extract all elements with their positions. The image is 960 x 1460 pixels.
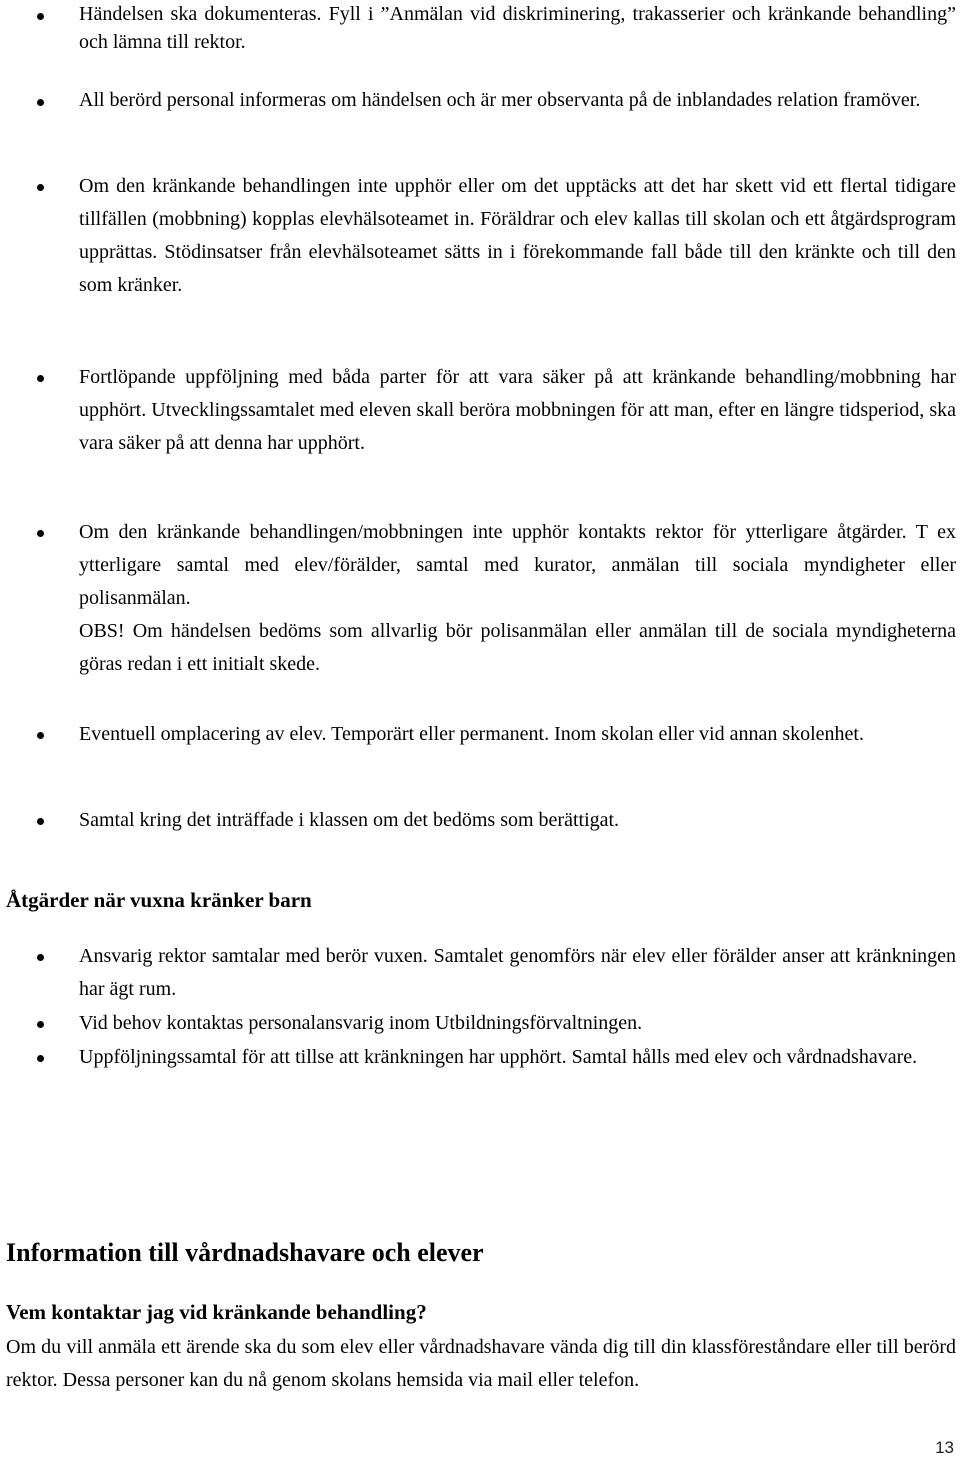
page-number: 13 — [935, 1438, 954, 1457]
list-item-text: Händelsen ska dokumenteras. Fyll i ”Anmälan vid diskriminering, trakasserier och kränkande behandling” och lämna till rektor. — [79, 3, 956, 53]
list-item-text: All berörd personal informeras om händelsen och är mer observanta på de inblandades relation framöver. — [79, 89, 921, 111]
bullet-icon — [37, 99, 44, 106]
info-paragraph: Om du vill anmäla ett ärende ska du som elev eller vårdnadshavare vända dig till din klassföreståndare eller till berörd rektor. Dessa personer kan du nå genom skolans hemsida via mail eller telefon. — [6, 1336, 956, 1391]
bullet-icon — [37, 732, 44, 739]
list-item-text: Om den kränkande behandlingen inte upphör eller om det upptäcks att det har skett vid ett flertal tidigare tillfällen (mobbning) kopplas elevhälsoteamet in. Föräldrar och elev kallas till skolan och ett åtgärdsprogram upprättas. Stödinsatser från elevhälsoteamet sätts in i förekommande fall både till den kränkte och till den som kränker. — [79, 175, 956, 296]
section-heading: Åtgärder när vuxna kränker barn — [6, 888, 312, 912]
list-item-text: Fortlöpande uppföljning med båda parter för att vara säker på att kränkande behandling/mobbning har upphört. Utvecklingssamtalet med eleven skall beröra mobbningen för att man, efter en längre tidsperiod, ska vara säker på att denna har upphört. — [79, 366, 956, 454]
page-section-title: Information till vårdnadshavare och elever — [6, 1238, 484, 1267]
obs-note: OBS! Om händelsen bedöms som allvarlig bör polisanmälan eller anmälan till de sociala myndigheterna göras redan i ett initialt skede. — [79, 620, 956, 675]
list-item-text: Ansvarig rektor samtalar med berör vuxen. Samtalet genomförs när elev eller förälder anser att kränkningen har ägt rum. — [79, 945, 956, 1000]
bullet-icon — [37, 530, 44, 537]
list-item-text — [79, 516, 956, 681]
list-item-text: Samtal kring det inträffade i klassen om det bedöms som berättigat. — [79, 809, 620, 831]
list-item-text: Uppföljningssamtal för att tillse att kränkningen har upphört. Samtal hålls med elev och vårdnadshavare. — [79, 1046, 918, 1068]
bullet-icon — [37, 818, 44, 825]
list-item-main-text: Om den kränkande behandlingen/mobbningen inte upphör kontakts rektor för ytterligare åtgärder. T ex ytterligare samtal med elev/förälder, samtal med kurator, anmälan till sociala myndigheter eller polisanmälan. — [79, 521, 956, 609]
bullet-icon — [37, 1055, 44, 1062]
subsection-heading: Vem kontaktar jag vid kränkande behandling? — [6, 1300, 427, 1324]
bullet-icon — [37, 184, 44, 191]
bullet-icon — [37, 13, 44, 20]
bullet-icon — [37, 954, 44, 961]
bullet-icon — [37, 375, 44, 382]
list-item-text: Vid behov kontaktas personalansvarig inom Utbildningsförvaltningen. — [79, 1012, 643, 1034]
list-item-text: Eventuell omplacering av elev. Temporärt eller permanent. Inom skolan eller vid annan skolenhet. — [79, 723, 864, 745]
bullet-icon — [37, 1021, 44, 1028]
